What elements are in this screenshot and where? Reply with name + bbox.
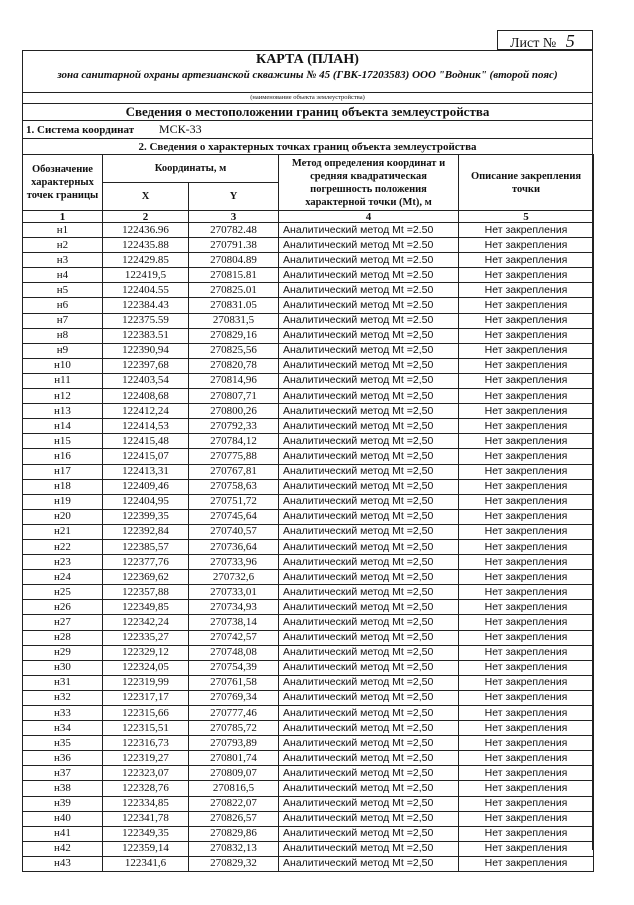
point-name: н11 [23,373,103,388]
point-name: н29 [23,645,103,660]
x-coordinate: 122315,51 [103,721,189,736]
table-row [23,555,594,570]
method: Аналитический метод Mt =2,50 [279,373,459,388]
fixation-description: Нет закрепления [459,509,594,524]
x-coordinate: 122369,62 [103,570,189,585]
y-coordinate: 270825.01 [189,283,279,298]
x-coordinate: 122383.51 [103,328,189,343]
y-coordinate: 270733,96 [189,555,279,570]
y-coordinate: 270742,57 [189,630,279,645]
table-row [23,449,594,464]
x-coordinate: 122319,27 [103,751,189,766]
y-coordinate: 270782.48 [189,223,279,238]
y-coordinate: 270831,5 [189,313,279,328]
x-coordinate: 122384.43 [103,298,189,313]
fixation-description: Нет закрепления [459,494,594,509]
fixation-description: Нет закрепления [459,524,594,539]
point-name: н18 [23,479,103,494]
point-name: н14 [23,419,103,434]
method: Аналитический метод Mt =2.50 [279,313,459,328]
fixation-description: Нет закрепления [459,434,594,449]
col-x-header: X [103,183,189,211]
x-coordinate: 122397,68 [103,358,189,373]
table-row [23,539,594,554]
point-name: н12 [23,389,103,404]
point-name: н20 [23,509,103,524]
y-coordinate: 270754,39 [189,660,279,675]
y-coordinate: 270815.81 [189,268,279,283]
table-row [23,434,594,449]
table-row [23,585,594,600]
y-coordinate: 270758,63 [189,479,279,494]
y-coordinate: 270751,72 [189,494,279,509]
fixation-description: Нет закрепления [459,766,594,781]
table-row [23,856,594,871]
fixation-description: Нет закрепления [459,298,594,313]
table-row [23,373,594,388]
fixation-description: Нет закрепления [459,781,594,796]
col-index: 5 [459,211,594,223]
y-coordinate: 270748,08 [189,645,279,660]
method: Аналитический метод Mt =2,50 [279,524,459,539]
fixation-description: Нет закрепления [459,253,594,268]
point-name: н7 [23,313,103,328]
x-coordinate: 122334,85 [103,796,189,811]
x-coordinate: 122408,68 [103,389,189,404]
fixation-description: Нет закрепления [459,539,594,554]
col-index: 1 [23,211,103,223]
table-row [23,404,594,419]
method: Аналитический метод Mt =2,50 [279,479,459,494]
x-coordinate: 122335,27 [103,630,189,645]
fixation-description: Нет закрепления [459,796,594,811]
point-name: н9 [23,343,103,358]
x-coordinate: 122359,14 [103,841,189,856]
fixation-description: Нет закрепления [459,268,594,283]
table-row [23,479,594,494]
object-caption: (наименование объекта землеустройства) [250,94,365,101]
y-coordinate: 270785,72 [189,721,279,736]
table-row [23,298,594,313]
y-coordinate: 270826,57 [189,811,279,826]
x-coordinate: 122404.55 [103,283,189,298]
x-coordinate: 122349,35 [103,826,189,841]
point-name: н33 [23,706,103,721]
point-name: н35 [23,736,103,751]
table-row [23,660,594,675]
method: Аналитический метод Mt =2,50 [279,449,459,464]
x-coordinate: 122404,95 [103,494,189,509]
fixation-description: Нет закрепления [459,690,594,705]
method: Аналитический метод Mt =2.50 [279,253,459,268]
point-name: н41 [23,826,103,841]
y-coordinate: 270831.05 [189,298,279,313]
method: Аналитический метод Mt =2.50 [279,298,459,313]
point-name: н24 [23,570,103,585]
point-name: н31 [23,675,103,690]
point-name: н40 [23,811,103,826]
point-name: н13 [23,404,103,419]
method: Аналитический метод Mt =2,50 [279,856,459,871]
method: Аналитический метод Mt =2.50 [279,283,459,298]
x-coordinate: 122329,12 [103,645,189,660]
x-coordinate: 122341,78 [103,811,189,826]
y-coordinate: 270775,88 [189,449,279,464]
fixation-description: Нет закрепления [459,404,594,419]
table-row [23,358,594,373]
fixation-description: Нет закрепления [459,826,594,841]
point-name: н28 [23,630,103,645]
table-row [23,751,594,766]
y-coordinate: 270809,07 [189,766,279,781]
y-coordinate: 270822,07 [189,796,279,811]
fixation-description: Нет закрепления [459,751,594,766]
table-row [23,238,594,253]
method: Аналитический метод Mt =2,50 [279,539,459,554]
sheet-label: Лист № [510,36,557,51]
method: Аналитический метод Mt =2,50 [279,690,459,705]
table-row [23,283,594,298]
y-coordinate: 270767,81 [189,464,279,479]
table-row [23,781,594,796]
fixation-description: Нет закрепления [459,373,594,388]
col-description-header: Описание закрепления точки [459,155,594,211]
coordinate-system [26,122,202,137]
col-y-header: Y [189,183,279,211]
point-name: н30 [23,660,103,675]
document-subtitle: зона санитарной охраны артезианской скважины № 45 (ГВК-17203583) ООО "Водник" (второй пояс) [57,69,558,81]
fixation-description: Нет закрепления [459,313,594,328]
x-coordinate: 122409,46 [103,479,189,494]
point-name: н32 [23,690,103,705]
divider [22,138,593,139]
point-name: н2 [23,238,103,253]
x-coordinate: 122377,76 [103,555,189,570]
table-row [23,524,594,539]
x-coordinate: 122419,5 [103,268,189,283]
y-coordinate: 270792,33 [189,419,279,434]
x-coordinate: 122328,76 [103,781,189,796]
divider [22,92,593,93]
point-name: н38 [23,781,103,796]
col-designation-header: Обозначение характерных точек границы [23,155,103,211]
y-coordinate: 270734,93 [189,600,279,615]
fixation-description: Нет закрепления [459,223,594,238]
fixation-description: Нет закрепления [459,570,594,585]
fixation-description: Нет закрепления [459,358,594,373]
method: Аналитический метод Mt =2,50 [279,841,459,856]
y-coordinate: 270820,78 [189,358,279,373]
table-row [23,313,594,328]
table-row [23,509,594,524]
method: Аналитический метод Mt =2,50 [279,555,459,570]
points-table [22,154,594,872]
x-coordinate: 122403,54 [103,373,189,388]
point-name: н5 [23,283,103,298]
y-coordinate: 270791.38 [189,238,279,253]
x-coordinate: 122399,35 [103,509,189,524]
x-coordinate: 122436.96 [103,223,189,238]
sheet-number: 5 [565,31,575,51]
fixation-description: Нет закрепления [459,479,594,494]
method: Аналитический метод Mt =2,50 [279,404,459,419]
point-name: н4 [23,268,103,283]
divider [22,120,593,121]
y-coordinate: 270814,96 [189,373,279,388]
method: Аналитический метод Mt =2.50 [279,268,459,283]
sheet-number-box [497,30,593,50]
method: Аналитический метод Mt =2,50 [279,343,459,358]
point-name: н42 [23,841,103,856]
fixation-description: Нет закрепления [459,328,594,343]
method: Аналитический метод Mt =2,50 [279,660,459,675]
point-name: н25 [23,585,103,600]
coordinate-system-label: 1. Система координат [26,124,135,136]
method: Аналитический метод Mt =2,50 [279,328,459,343]
y-coordinate: 270829,32 [189,856,279,871]
fixation-description: Нет закрепления [459,841,594,856]
table-row [23,811,594,826]
table-row [23,600,594,615]
document-title: КАРТА (ПЛАН) [256,52,359,67]
method: Аналитический метод Mt =2,50 [279,826,459,841]
method: Аналитический метод Mt =2,50 [279,675,459,690]
point-name: н6 [23,298,103,313]
x-coordinate: 122429.85 [103,253,189,268]
fixation-description: Нет закрепления [459,555,594,570]
method: Аналитический метод Mt =2,50 [279,721,459,736]
y-coordinate: 270784,12 [189,434,279,449]
col-index: 2 [103,211,189,223]
fixation-description: Нет закрепления [459,856,594,871]
point-name: н15 [23,434,103,449]
point-name: н17 [23,464,103,479]
y-coordinate: 270816,5 [189,781,279,796]
col-coordinates-header: Координаты, м [103,155,279,183]
method: Аналитический метод Mt =2,50 [279,389,459,404]
x-coordinate: 122349,85 [103,600,189,615]
method: Аналитический метод Mt =2,50 [279,509,459,524]
fixation-description: Нет закрепления [459,811,594,826]
x-coordinate: 122317,17 [103,690,189,705]
y-coordinate: 270745,64 [189,509,279,524]
point-name: н10 [23,358,103,373]
method: Аналитический метод Mt =2,50 [279,600,459,615]
fixation-description: Нет закрепления [459,630,594,645]
x-coordinate: 122412,24 [103,404,189,419]
fixation-description: Нет закрепления [459,736,594,751]
y-coordinate: 270804.89 [189,253,279,268]
point-name: н22 [23,539,103,554]
method: Аналитический метод Mt =2,50 [279,570,459,585]
point-name: н3 [23,253,103,268]
table-row [23,253,594,268]
y-coordinate: 270825,56 [189,343,279,358]
coordinate-system-value: МСК-33 [158,122,202,136]
y-coordinate: 270800,26 [189,404,279,419]
table-row [23,706,594,721]
point-name: н37 [23,766,103,781]
table-row [23,223,594,238]
method: Аналитический метод Mt =2,50 [279,736,459,751]
fixation-description: Нет закрепления [459,283,594,298]
point-name: н23 [23,555,103,570]
method: Аналитический метод Mt =2,50 [279,630,459,645]
table-row [23,736,594,751]
point-name: н26 [23,600,103,615]
table-row [23,796,594,811]
fixation-description: Нет закрепления [459,615,594,630]
x-coordinate: 122413,31 [103,464,189,479]
table-row [23,826,594,841]
fixation-description: Нет закрепления [459,706,594,721]
method: Аналитический метод Mt =2,50 [279,464,459,479]
table-row [23,419,594,434]
x-coordinate: 122435.88 [103,238,189,253]
y-coordinate: 270801,74 [189,751,279,766]
fixation-description: Нет закрепления [459,238,594,253]
table-row [23,721,594,736]
point-name: н1 [23,223,103,238]
fixation-description: Нет закрепления [459,419,594,434]
method: Аналитический метод Mt =2,50 [279,585,459,600]
y-coordinate: 270793,89 [189,736,279,751]
table-row [23,630,594,645]
point-name: н27 [23,615,103,630]
y-coordinate: 270736,64 [189,539,279,554]
point-name: н19 [23,494,103,509]
y-coordinate: 270832,13 [189,841,279,856]
point-name: н43 [23,856,103,871]
table-row [23,615,594,630]
fixation-description: Нет закрепления [459,645,594,660]
table-row [23,494,594,509]
x-coordinate: 122375.59 [103,313,189,328]
method: Аналитический метод Mt =2,50 [279,615,459,630]
point-name: н21 [23,524,103,539]
x-coordinate: 122319,99 [103,675,189,690]
x-coordinate: 122342,24 [103,615,189,630]
y-coordinate: 270738,14 [189,615,279,630]
point-name: н16 [23,449,103,464]
fixation-description: Нет закрепления [459,675,594,690]
method: Аналитический метод Mt =2,50 [279,796,459,811]
method: Аналитический метод Mt =2,50 [279,494,459,509]
point-name: н39 [23,796,103,811]
table-row [23,766,594,781]
method: Аналитический метод Mt =2,50 [279,434,459,449]
x-coordinate: 122357,88 [103,585,189,600]
x-coordinate: 122324,05 [103,660,189,675]
x-coordinate: 122415,48 [103,434,189,449]
method: Аналитический метод Mt =2,50 [279,781,459,796]
table-row [23,841,594,856]
method: Аналитический метод Mt =2.50 [279,238,459,253]
x-coordinate: 122392,84 [103,524,189,539]
method: Аналитический метод Mt =2,50 [279,645,459,660]
x-coordinate: 122341,6 [103,856,189,871]
method: Аналитический метод Mt =2,50 [279,751,459,766]
fixation-description: Нет закрепления [459,600,594,615]
fixation-description: Нет закрепления [459,585,594,600]
point-name: н34 [23,721,103,736]
y-coordinate: 270777,46 [189,706,279,721]
y-coordinate: 270732,6 [189,570,279,585]
table-row [23,328,594,343]
x-coordinate: 122414,53 [103,419,189,434]
fixation-description: Нет закрепления [459,389,594,404]
method: Аналитический метод Mt =2.50 [279,223,459,238]
y-coordinate: 270807,71 [189,389,279,404]
table-row [23,690,594,705]
fixation-description: Нет закрепления [459,721,594,736]
x-coordinate: 122323,07 [103,766,189,781]
table-row [23,389,594,404]
table-row [23,570,594,585]
table-row [23,343,594,358]
table-row [23,464,594,479]
y-coordinate: 270740,57 [189,524,279,539]
col-index: 4 [279,211,459,223]
y-coordinate: 270829,16 [189,328,279,343]
table-row [23,675,594,690]
method: Аналитический метод Mt =2,50 [279,706,459,721]
col-method-header: Метод определения координат и средняя квадратическая погрешность положения характерной точки (Mt), м [279,155,459,211]
method: Аналитический метод Mt =2,50 [279,358,459,373]
section-title: Сведения о местоположении границ объекта землеустройства [125,104,490,119]
fixation-description: Нет закрепления [459,464,594,479]
point-name: н36 [23,751,103,766]
x-coordinate: 122315,66 [103,706,189,721]
x-coordinate: 122415,07 [103,449,189,464]
method: Аналитический метод Mt =2,50 [279,811,459,826]
y-coordinate: 270769,34 [189,690,279,705]
col-index: 3 [189,211,279,223]
points-section-title: 2. Сведения о характерных точках границ объекта землеустройства [138,141,477,153]
y-coordinate: 270761,58 [189,675,279,690]
method: Аналитический метод Mt =2,50 [279,766,459,781]
table-row [23,645,594,660]
fixation-description: Нет закрепления [459,660,594,675]
table-row [23,268,594,283]
x-coordinate: 122390,94 [103,343,189,358]
fixation-description: Нет закрепления [459,449,594,464]
fixation-description: Нет закрепления [459,343,594,358]
x-coordinate: 122385,57 [103,539,189,554]
point-name: н8 [23,328,103,343]
y-coordinate: 270829,86 [189,826,279,841]
method: Аналитический метод Mt =2,50 [279,419,459,434]
x-coordinate: 122316,73 [103,736,189,751]
y-coordinate: 270733,01 [189,585,279,600]
